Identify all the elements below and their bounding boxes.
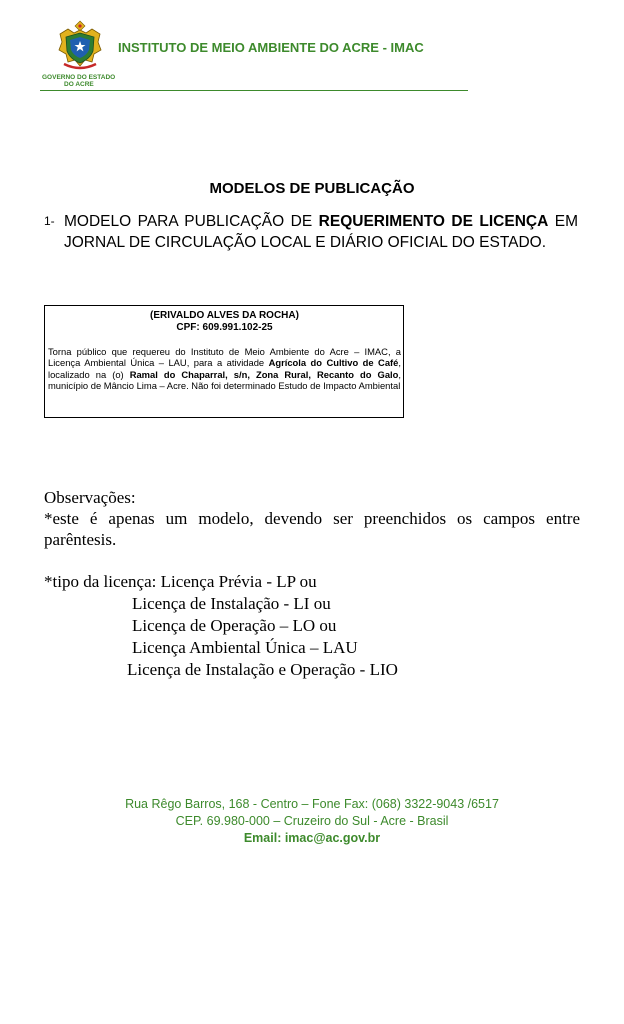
list-item-1 <box>44 211 578 253</box>
page-footer <box>0 796 624 847</box>
notice-body-part2: , localizado na (o) <box>48 357 401 380</box>
observations-heading: Observações: <box>44 488 136 507</box>
notice-body-part1: Torna público que requereu do Instituto de Meio Ambiente do Acre – IMAC, a Licença Ambiental Única – LAU, para a atividade <box>48 346 401 369</box>
government-label-line2: DO ACRE <box>64 81 94 88</box>
publication-notice-box <box>44 305 404 418</box>
observations-section <box>44 487 580 681</box>
license-type-item: Licença de Instalação - LI ou <box>132 594 331 613</box>
license-types-list <box>44 571 580 681</box>
license-type-item: Licença de Operação – LO ou <box>132 616 337 635</box>
item1-text-part1: MODELO PARA PUBLICAÇÃO DE <box>64 213 319 230</box>
item1-text-part2: EM JORNAL DE CIRCULAÇÃO LOCAL E DIÁRIO OFICIAL DO ESTADO. <box>64 213 579 251</box>
list-item-text <box>64 211 578 253</box>
notice-applicant-name: (ERIVALDO ALVES DA ROCHA) <box>150 310 299 321</box>
footer-cep: CEP. 69.980-000 – Cruzeiro do Sul - Acre - Brasil <box>175 814 449 828</box>
license-type-item <box>44 571 580 593</box>
license-label: *tipo da licença: <box>44 572 161 591</box>
notice-body-part3: , município de Mâncio Lima – Acre. Não foi determinado Estudo de Impacto Ambiental <box>48 368 401 391</box>
list-item-number: 1- <box>44 214 55 228</box>
footer-address: Rua Rêgo Barros, 168 - Centro – Fone Fax: (068) 3322-9043 /6517 <box>125 797 499 811</box>
header-divider <box>40 90 468 91</box>
page-title: MODELOS DE PUBLICAÇÃO <box>209 180 415 197</box>
state-coat-of-arms-icon <box>54 20 106 72</box>
notice-location: Ramal do Chaparral, s/n, Zona Rural, Recanto do Galo <box>129 368 399 380</box>
institute-title: INSTITUTO DE MEIO AMBIENTE DO ACRE - IMAC <box>118 40 424 55</box>
notice-activity: Agrícola do Cultivo de Café <box>268 357 399 369</box>
license-type-item: Licença Ambiental Única – LAU <box>132 638 358 657</box>
notice-cpf: CPF: 609.991.102-25 <box>176 322 273 333</box>
letterhead <box>40 18 468 92</box>
item1-text-bold: REQUERIMENTO DE LICENÇA <box>318 213 549 230</box>
license-type-text: Licença Prévia - LP ou <box>160 572 317 591</box>
footer-email: Email: imac@ac.gov.br <box>243 831 381 845</box>
license-type-item: Licença de Instalação e Operação - LIO <box>127 660 398 679</box>
government-label-line1: GOVERNO DO ESTADO <box>42 74 116 81</box>
observations-note: *este é apenas um modelo, devendo ser preenchidos os campos entre parêntesis. <box>44 509 580 549</box>
notice-body <box>48 346 401 391</box>
